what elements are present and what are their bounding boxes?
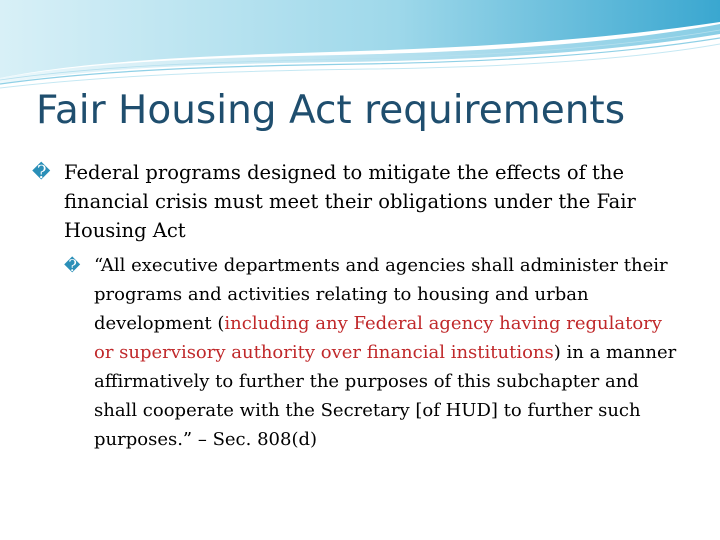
decorative-wave-banner <box>0 0 720 90</box>
slide-body <box>32 158 682 454</box>
bullet-point-1-text: Federal programs designed to mitigate the effects of the financial crisis must meet their obligations under the Fair Housing Act <box>64 161 636 242</box>
slide-title: Fair Housing Act requirements <box>36 88 626 133</box>
quote-text-before: “All executive departments and agencies shall administer their programs and activities relating to housing and urban development ( <box>94 255 668 334</box>
bullet-point-1 <box>32 158 682 245</box>
quote-text-after: ) in a manner affirmatively to further the purposes of this subchapter and shall cooperate with the Secretary [of HUD] to further such purposes.” – Sec. 808(d) <box>94 342 677 450</box>
sub-bullet-icon: � <box>64 256 81 275</box>
bullet-point-2-quote <box>64 251 682 454</box>
bullet-icon: � <box>32 162 51 183</box>
quote-highlight-text: including any Federal agency having regulatory or supervisory authority over financial institutions <box>94 313 662 363</box>
